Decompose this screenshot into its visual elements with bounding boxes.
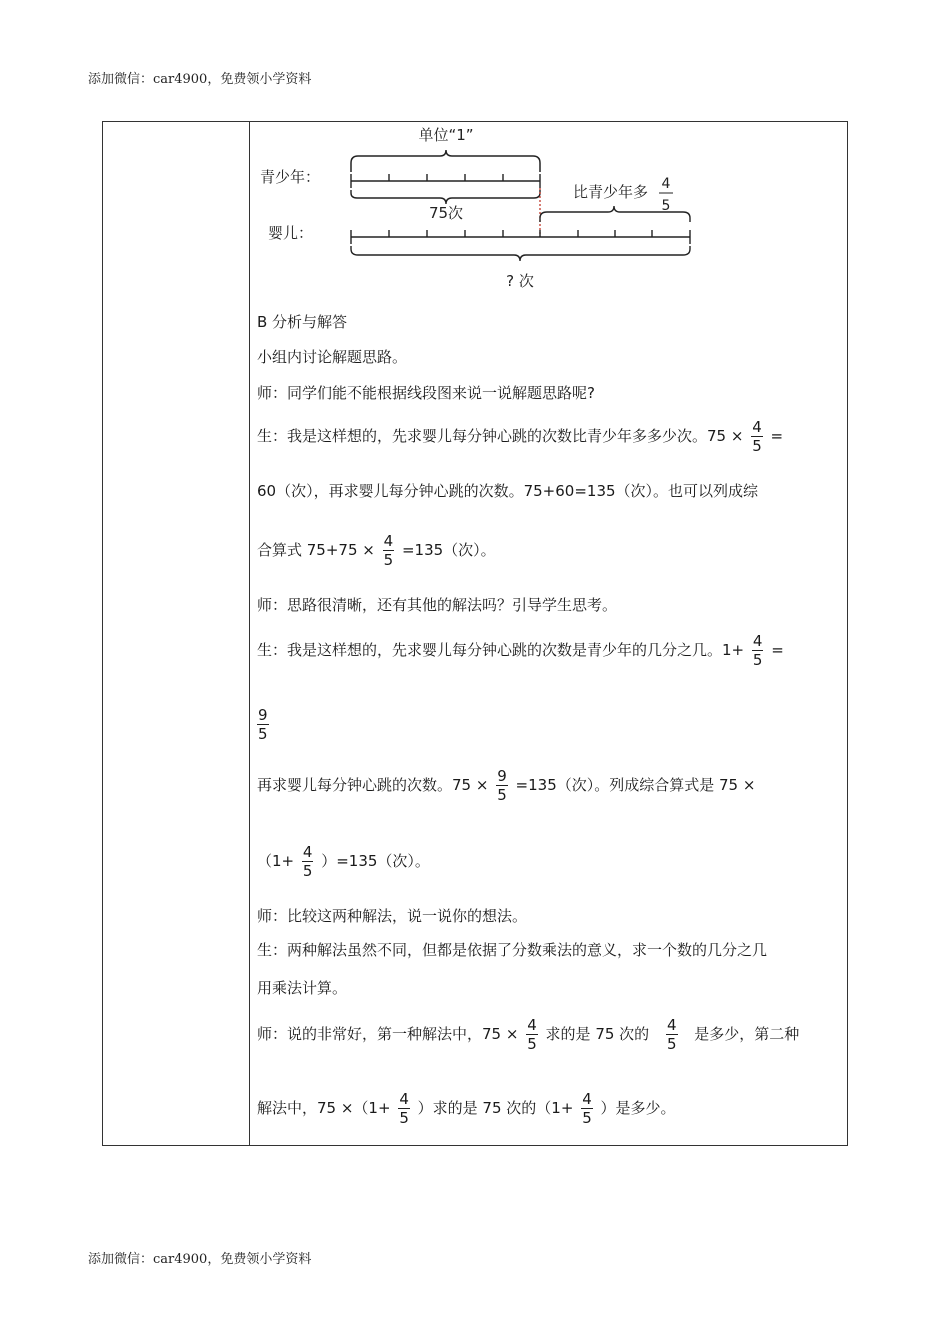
s1-eq: =	[770, 427, 784, 445]
student-answer-2-line3	[257, 767, 755, 804]
t4-text-b: 求的是 75 次的	[545, 1025, 650, 1043]
fraction: $\frac{4}{5}$	[302, 843, 313, 880]
student-answer-3-line2: 用乘法计算。	[257, 979, 348, 997]
s2-line4b: ）=135（次）。	[321, 852, 430, 870]
fraction: $\frac{4}{5}$	[582, 1090, 592, 1127]
t4-line2b: ）求的是 75 次的（1+	[417, 1099, 574, 1117]
student-answer-1-line2: 60（次），再求婴儿每分钟心跳的次数。75+60=135（次）。也可以列成综	[257, 482, 759, 500]
student-answer-1-line3	[257, 532, 496, 569]
teacher-question-2: 师：思路很清晰，还有其他的解法吗？引导学生思考。	[257, 596, 618, 614]
s1-line3a: 合算式 75+75 ×	[257, 541, 375, 559]
teen-count-brace	[351, 190, 540, 204]
fraction: $\frac{9}{5}$	[497, 767, 507, 804]
teacher-summary-line2	[257, 1090, 676, 1127]
teacher-question-3: 师：比较这两种解法，说一说你的想法。	[257, 907, 528, 925]
teen-count: 75次	[428, 204, 464, 222]
fraction: $\frac{4}{5}$	[399, 1090, 409, 1127]
footer-watermark: 添加微信：car4900，免费领小学资料	[88, 1252, 312, 1267]
more-label: 比青少年多	[573, 183, 649, 201]
more-frac-den: 5	[661, 198, 671, 214]
segment-diagram	[0, 0, 950, 300]
student-answer-2-result	[257, 706, 272, 743]
teacher-question-1: 师：同学们能不能根据线段图来说一说解题思路呢?	[257, 384, 595, 402]
s1-line3b: =135（次）。	[401, 541, 496, 559]
teen-label: 青少年：	[260, 168, 321, 186]
baby-count-brace	[351, 246, 690, 261]
unit-label: 单位“1”	[418, 126, 474, 144]
student-answer-2-line4	[257, 843, 430, 880]
baby-count: ? 次	[506, 272, 534, 290]
s2-line4a: （1+	[257, 852, 295, 870]
fraction: $\frac{4}{5}$	[383, 532, 394, 569]
student-answer-3: 生：两种解法虽然不同，但都是依据了分数乘法的意义，求一个数的几分之几	[257, 941, 768, 959]
fraction: $\frac{4}{5}$	[527, 1016, 537, 1053]
baby-label: 婴儿：	[268, 224, 314, 242]
section-b-title: B 分析与解答	[257, 313, 348, 331]
fraction: $\frac{4}{5}$	[752, 418, 762, 455]
s2-text: 生：我是这样想的，先求婴儿每分钟心跳的次数是青少年的几分之几。1+	[257, 641, 745, 659]
s2-line3a: 再求婴儿每分钟心跳的次数。75 ×	[257, 776, 489, 794]
student-answer-2	[257, 632, 784, 669]
s1-text: 生：我是这样想的，先求婴儿每分钟心跳的次数比青少年多多少次。75 ×	[257, 427, 744, 445]
fraction: $\frac{9}{5}$	[258, 706, 268, 743]
t4-text-a: 师：说的非常好，第一种解法中，75 ×	[257, 1025, 519, 1043]
t4-line2c: ）是多少。	[600, 1099, 676, 1117]
s2-eq: =	[771, 641, 784, 659]
fraction: $\frac{4}{5}$	[666, 1016, 677, 1053]
more-frac-num: 4	[661, 176, 671, 192]
s2-line3b: =135（次）。列成综合算式是 75 ×	[515, 776, 756, 794]
t4-line2a: 解法中，75 ×（1+	[257, 1099, 391, 1117]
header-watermark: 添加微信：car4900，免费领小学资料	[88, 72, 312, 87]
fraction: $\frac{4}{5}$	[752, 632, 763, 669]
teacher-summary	[257, 1016, 799, 1053]
t4-text-c: 是多少，第二种	[694, 1025, 800, 1043]
unit-brace	[351, 150, 540, 172]
group-discussion: 小组内讨论解题思路。	[257, 348, 408, 366]
student-answer-1	[257, 418, 783, 455]
